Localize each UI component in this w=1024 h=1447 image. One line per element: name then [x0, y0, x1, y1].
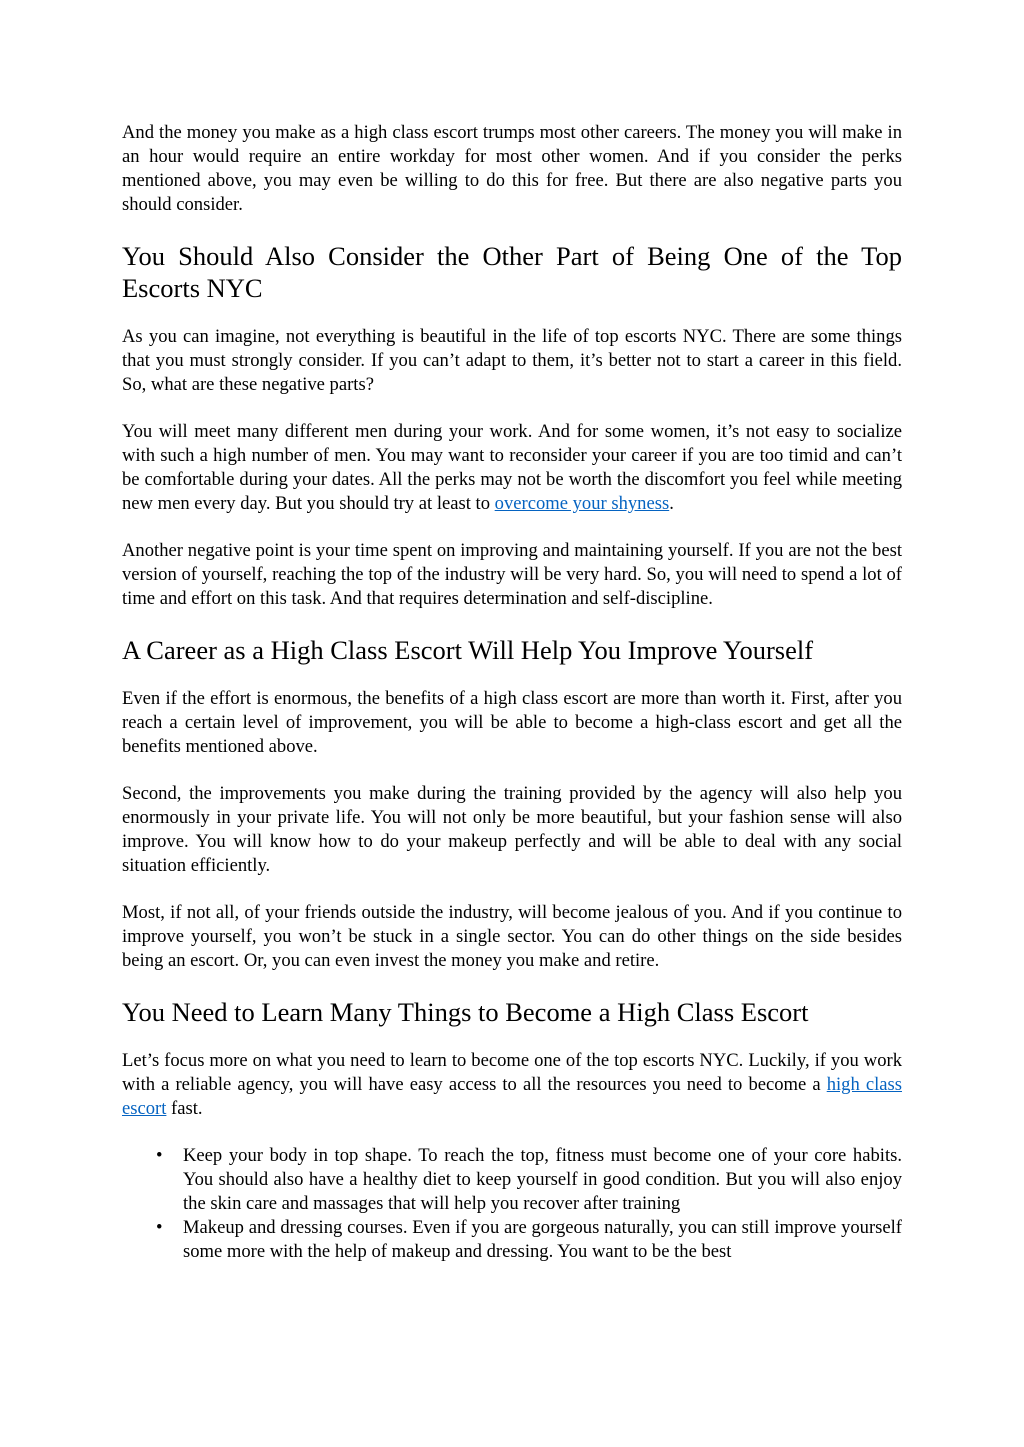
paragraph-focus	[122, 1049, 902, 1121]
paragraph-negative-point: Another negative point is your time spent on improving and maintaining yourself. If you are not the best version of yourself, reaching the top of the industry will be very hard. So, you will need to spend a lot of time and effort on this task. And that requires determination and self-discipline.	[122, 540, 902, 609]
document-page	[122, 121, 902, 1264]
overcome-shyness-link[interactable]: overcome your shyness	[494, 493, 670, 514]
paragraph-effort: Even if the effort is enormous, the benefits of a high class escort are more than worth it. First, after you reach a certain level of improvement, you will be able to become a high-class escort and get all the benefits mentioned above.	[122, 688, 902, 757]
paragraph-meet-men-end: .	[669, 493, 674, 514]
list-item	[156, 1216, 902, 1264]
paragraph-money: And the money you make as a high class escort trumps most other careers. The money you will make in an hour would require an entire workday for most other women. And if you consider the perks mentioned above, you may even be willing to do this for free. But there are also negative parts you should consider.	[122, 122, 902, 215]
paragraph-second: Second, the improvements you make during the training provided by the agency will also help you enormously in your private life. You will not only be more beautiful, but your fashion sense will also improve. You will know how to do your makeup perfectly and will be able to deal with any social situation efficiently.	[122, 783, 902, 876]
paragraph-friends: Most, if not all, of your friends outside the industry, will become jealous of you. And if you continue to improve yourself, you won’t be stuck in a single sector. You can do other things on the side besides being an escort. Or, you can even invest the money you make and retire.	[122, 902, 902, 971]
bullet-list	[122, 1144, 902, 1264]
heading-career-improve: A Career as a High Class Escort Will Help You Improve Yourself	[122, 635, 814, 665]
list-item	[156, 1144, 902, 1216]
heading-other-part: You Should Also Consider the Other Part of Being One of the Top Escorts NYC	[122, 241, 902, 303]
bullet-icon: •	[156, 1217, 163, 1238]
paragraph-meet-men-text: You will meet many different men during your work. And for some women, it’s not easy to socialize with such a high number of men. You may want to reconsider your career if you are too timid and can’t be comfortable during your dates. All the perks may not be worth the discomfort you feel while meeting new men every day. But you should try at least to	[122, 421, 902, 514]
paragraph-meet-men	[122, 420, 902, 516]
paragraph-focus-text: Let’s focus more on what you need to learn to become one of the top escorts NYC. Luckily, if you work with a reliable agency, you will have easy access to all the resources you need to become a	[122, 1050, 902, 1095]
list-item-text: Makeup and dressing courses. Even if you are gorgeous naturally, you can still improve yourself some more with the help of makeup and dressing. You want to be the best	[183, 1217, 902, 1262]
high-class-escort-link[interactable]: high class escort	[122, 1074, 902, 1119]
heading-learn-things: You Need to Learn Many Things to Become a High Class Escort	[122, 997, 809, 1027]
paragraph-imagine: As you can imagine, not everything is beautiful in the life of top escorts NYC. There are some things that you must strongly consider. If you can’t adapt to them, it’s better not to start a career in this field. So, what are these negative parts?	[122, 326, 902, 395]
paragraph-focus-end: fast.	[166, 1098, 203, 1119]
list-item-text: Keep your body in top shape. To reach the top, fitness must become one of your core habits. You should also have a healthy diet to keep yourself in good condition. But you will also enjoy the skin care and massages that will help you recover after training	[183, 1145, 902, 1214]
bullet-icon: •	[156, 1145, 163, 1166]
